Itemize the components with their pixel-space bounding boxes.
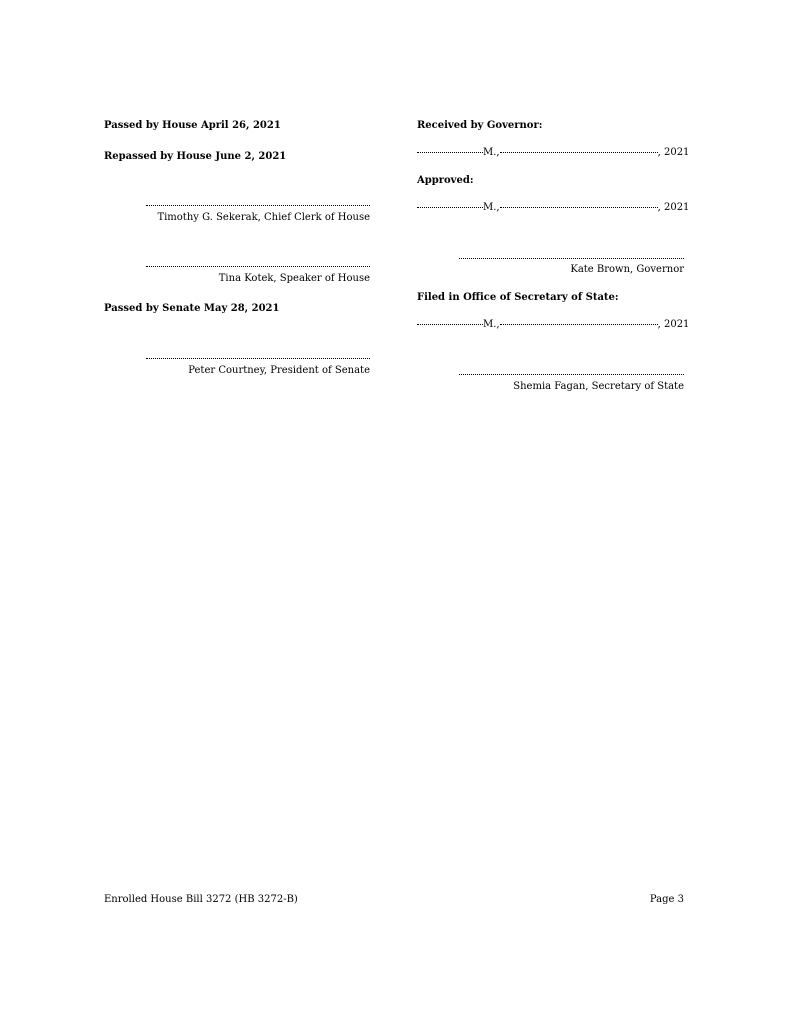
year-text: , 2021 — [657, 147, 690, 158]
approved-date-line — [417, 202, 689, 213]
dotted-blank — [417, 324, 483, 325]
passed-by-senate: Passed by Senate May 28, 2021 — [104, 303, 280, 314]
year-text: , 2021 — [657, 319, 690, 330]
repassed-by-house: Repassed by House June 2, 2021 — [104, 151, 287, 162]
year-text: , 2021 — [657, 202, 690, 213]
governor-signature-name: Kate Brown, Governor — [570, 264, 684, 275]
dotted-blank — [500, 207, 658, 208]
m-text: M., — [483, 319, 500, 330]
m-text: M., — [483, 202, 500, 213]
dotted-blank — [500, 324, 658, 325]
dotted-blank — [500, 152, 658, 153]
dotted-blank — [417, 152, 483, 153]
clerk-signature-name: Timothy G. Sekerak, Chief Clerk of House — [157, 212, 370, 223]
speaker-signature-line — [146, 266, 370, 267]
page-number: Page 3 — [649, 894, 684, 905]
received-date-line — [417, 147, 689, 158]
passed-by-house: Passed by House April 26, 2021 — [104, 120, 281, 131]
clerk-signature-line — [146, 205, 370, 206]
speaker-signature-name: Tina Kotek, Speaker of House — [218, 273, 370, 284]
approved-label: Approved: — [417, 175, 474, 186]
bill-footer: Enrolled House Bill 3272 (HB 3272-B) — [104, 894, 298, 905]
filed-office-label: Filed in Office of Secretary of State: — [417, 292, 619, 303]
president-signature-line — [146, 358, 370, 359]
governor-signature-line — [459, 258, 684, 259]
filed-date-line — [417, 319, 689, 330]
president-signature-name: Peter Courtney, President of Senate — [188, 365, 370, 376]
received-by-governor-label: Received by Governor: — [417, 120, 543, 131]
secretary-signature-line — [459, 374, 684, 375]
secretary-signature-name: Shemia Fagan, Secretary of State — [513, 381, 684, 392]
dotted-blank — [417, 207, 483, 208]
m-text: M., — [483, 147, 500, 158]
